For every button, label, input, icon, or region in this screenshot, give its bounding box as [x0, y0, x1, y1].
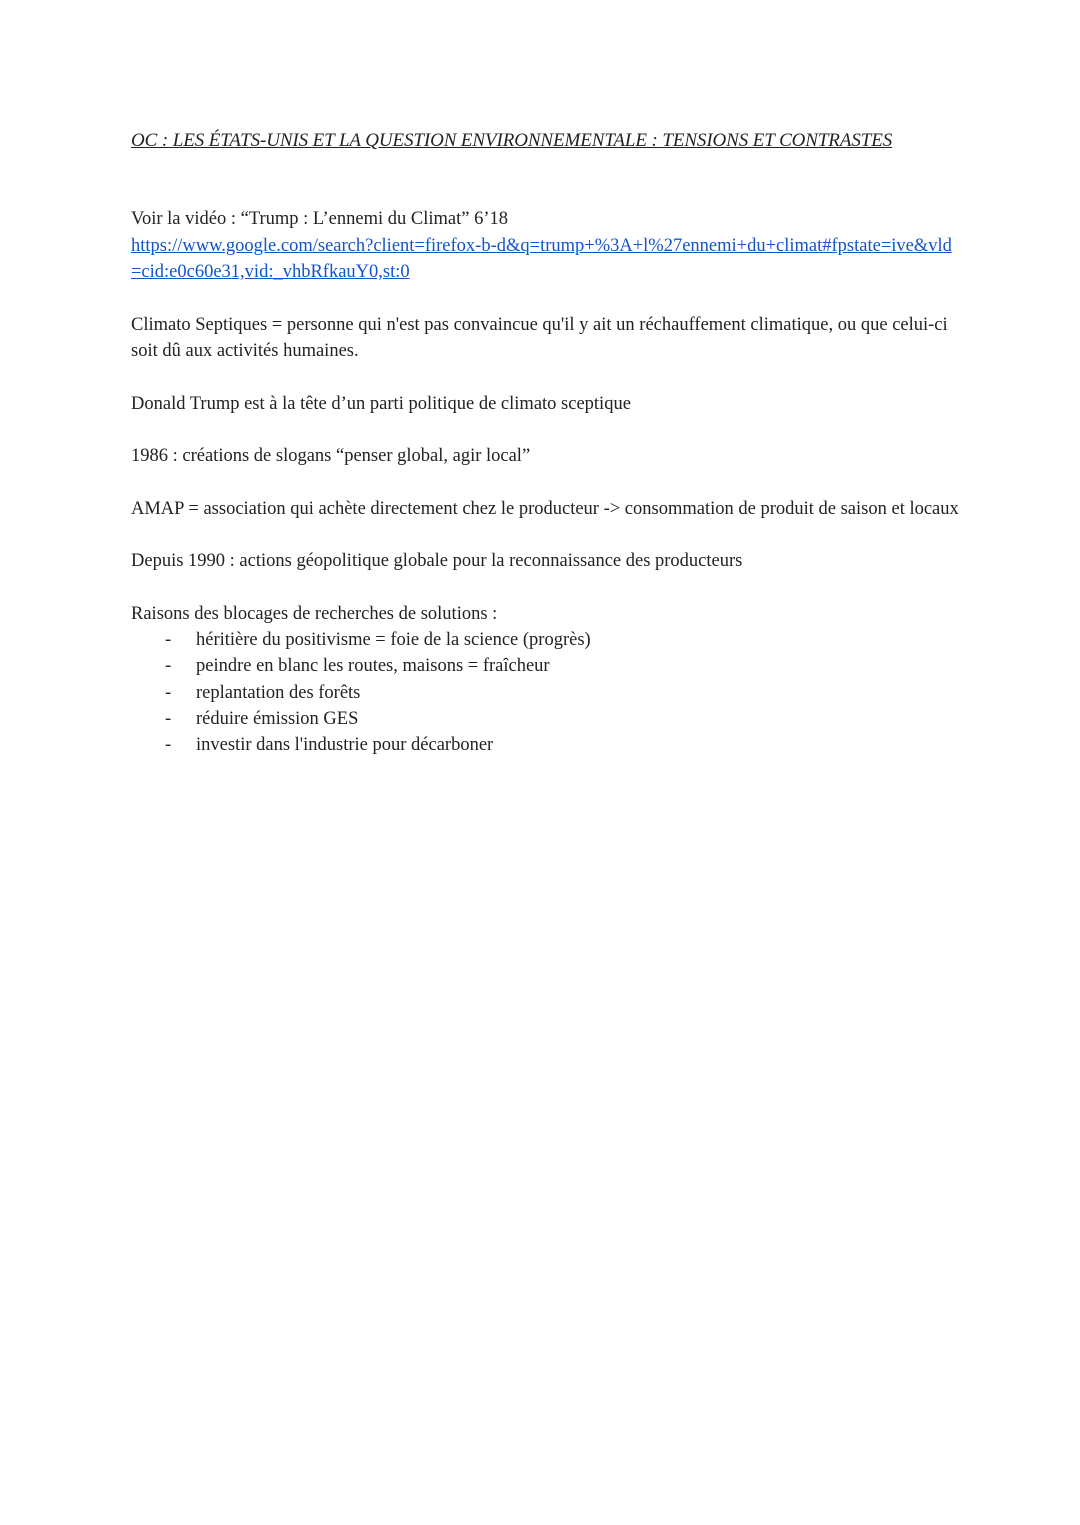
document-page	[131, 128, 961, 758]
list-item	[131, 732, 961, 758]
list-item-text: peindre en blanc les routes, maisons = fraîcheur	[196, 656, 550, 677]
list-item	[131, 706, 961, 732]
climato-definition: Climato Septiques = personne qui n'est pas convaincue qu'il y ait un réchauffement climatique, ou que celui-ci soit dû aux activités humaines.	[131, 314, 948, 361]
list-item-text: réduire émission GES	[196, 708, 359, 729]
list-item	[131, 680, 961, 706]
list-item-text: replantation des forêts	[196, 682, 361, 703]
video-link[interactable]: https://www.google.com/search?client=firefox-b-d&q=trump+%3A+l%27ennemi+du+climat#fpstate=ive&vld=cid:e0c60e31,vid:_vhbRfkauY0,st:0	[131, 235, 952, 282]
video-reference	[131, 206, 961, 286]
list-item	[131, 653, 961, 679]
list-item	[131, 627, 961, 653]
reasons-section	[131, 601, 961, 759]
trump-statement: Donald Trump est à la tête d’un parti politique de climato sceptique	[131, 393, 631, 414]
bullet-dash: -	[165, 708, 172, 729]
list-item-text: héritière du positivisme = foie de la science (progrès)	[196, 630, 591, 650]
amap-definition: AMAP = association qui achète directement chez le producteur -> consommation de produit de saison et locaux	[131, 498, 959, 519]
bullet-dash: -	[165, 630, 172, 650]
slogans-statement: 1986 : créations de slogans “penser global, agir local”	[131, 446, 531, 466]
reasons-heading: Raisons des blocages de recherches de solutions :	[131, 603, 498, 624]
list-item-text: investir dans l'industrie pour décarboner	[196, 735, 494, 756]
document-title: OC : LES ÉTATS-UNIS ET LA QUESTION ENVIRONNEMENTALE : TENSIONS ET CONTRASTES	[131, 130, 893, 151]
reasons-list	[131, 627, 961, 758]
bullet-dash: -	[165, 656, 172, 677]
bullet-dash: -	[165, 735, 172, 756]
bullet-dash: -	[165, 682, 172, 703]
video-line: Voir la vidéo : “Trump : L’ennemi du Climat” 6’18	[131, 209, 508, 229]
actions-statement: Depuis 1990 : actions géopolitique globale pour la reconnaissance des producteurs	[131, 551, 743, 571]
